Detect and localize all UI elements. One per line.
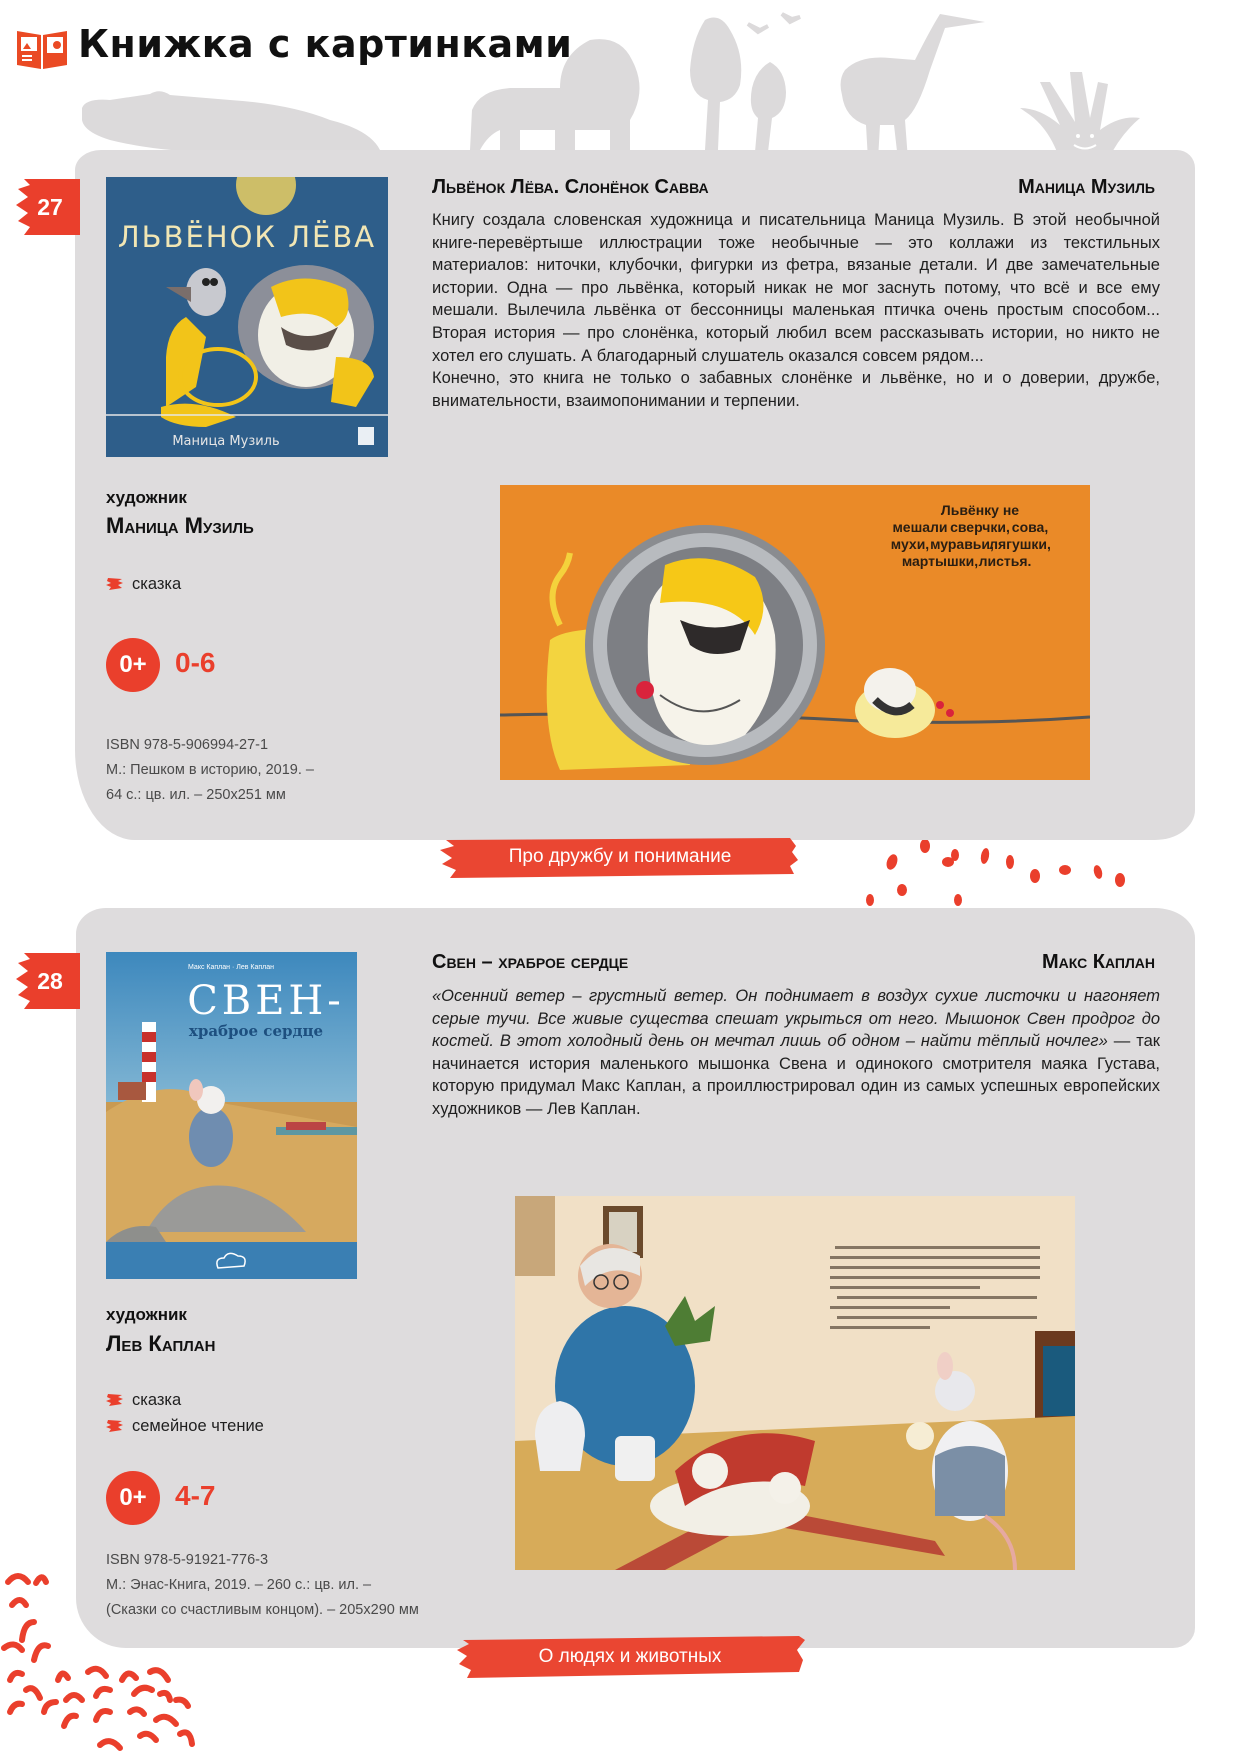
cover-author: Маница Музиль <box>172 434 280 449</box>
theme-label: О людях и животных <box>538 1646 722 1667</box>
bibliographic-info <box>106 1548 419 1623</box>
spread-text: лягушки, <box>989 536 1051 552</box>
publisher-info: М.: Энас-Книга, 2019. – 260 с.: цв. ил. – <box>106 1577 372 1593</box>
theme-ribbon[interactable] <box>455 1636 805 1678</box>
description-paragraph: Конечно, это книга не только о забавных слонёнке и львёнке, но и о доверии, дружбе, внимательности, взаимопонимании и терпении. <box>432 369 1160 410</box>
description-text: — так начинается история маленького мышонка Свена и одинокого смотрителя маяка Густава, которую придумал Макс Каплан, а проиллюстрировал один из самых успешных европейских художников — Лев Каплан. <box>432 1032 1161 1118</box>
spread-text: Львёнку не <box>940 502 1020 518</box>
book-author: Макс Каплан <box>1041 951 1155 973</box>
page-title: Книжка с картинками <box>78 22 573 66</box>
book-author: Маница Музиль <box>1018 176 1155 198</box>
genre-tag[interactable] <box>106 1387 264 1413</box>
book-title: Львёнок Лёва. Слонёнок Савва <box>432 176 709 198</box>
spread-text: листья. <box>978 553 1032 569</box>
artist-label: художник <box>106 1305 187 1324</box>
book-specs: 64 с.: цв. ил. – 250x251 мм <box>106 787 286 803</box>
theme-ribbon[interactable] <box>440 836 800 878</box>
spread-text: муравьи, <box>930 536 994 552</box>
picture-book-icon <box>15 27 69 71</box>
description-quote: «Осенний ветер – грустный ветер. Он поднимает в воздух сухие листочки и нагоняет серые тучи. Все живые существа спешат укрыться от него. Мышонок Свен продрог до костей. В этот холодный день он мечтал лишь об одном – найти тёплый ночлег» <box>432 987 1160 1051</box>
book-description <box>432 209 1160 412</box>
description-paragraph: Книгу создала словенская художница и писательница Маница Музиль. В этой необычной книге-перевёртыше иллюстрации тоже необычные — это коллажи из текстильных материалов: ниточки, клубочки, фигурки из фетра, вязаные детали. И две замечательные истории. Одна — про львёнка, который никак не мог заснуть потому, что всё и все ему мешали. Вылечила львёнка от бессонницы маленькая птичка очень простым способом... Вторая история — про слонёнка, который любил всем рассказывать истории, но никто не хотел его слушать. А благодарный слушатель оказался совсем рядом... <box>432 211 1160 365</box>
artist-label: художник <box>106 488 187 507</box>
genre-tag[interactable] <box>106 1413 264 1439</box>
cover-title: СВЕН- <box>187 978 345 1024</box>
tree-silhouette <box>690 18 741 150</box>
tree-silhouette <box>751 62 786 152</box>
book-spread-illustration[interactable] <box>515 1196 1075 1570</box>
book-number: 28 <box>37 967 63 994</box>
brush-mark-icon <box>106 1393 124 1407</box>
artist-name: Лев Каплан <box>106 1331 216 1356</box>
heron-silhouette <box>841 14 985 160</box>
spread-text: мартышки, <box>901 553 979 569</box>
bibliographic-info <box>106 733 314 808</box>
spread-text: мешали <box>892 519 948 535</box>
book-cover[interactable] <box>106 952 357 1279</box>
book-description <box>432 985 1160 1121</box>
genre-tag-label: сказка <box>132 574 182 593</box>
bird-silhouette <box>748 14 800 32</box>
cover-subtitle: храброе сердце <box>188 1022 324 1040</box>
brush-mark-icon <box>106 1419 124 1433</box>
book-number-badge <box>14 953 80 1009</box>
age-rating-badge: 0+ <box>106 1471 160 1525</box>
age-rating-badge: 0+ <box>106 638 160 692</box>
genre-tags <box>106 571 181 597</box>
book-title: Свен – храброе сердце <box>432 951 629 973</box>
book-spread-illustration[interactable] <box>500 485 1090 780</box>
genre-tag-label: сказка <box>132 1390 182 1409</box>
cover-title: ЛЬВЁНОК ЛЁВА <box>117 220 377 254</box>
spread-text: сова, <box>1011 519 1049 535</box>
isbn: ISBN 978-5-906994-27-1 <box>106 737 269 753</box>
artist-name: Маница Музиль <box>106 513 254 538</box>
genre-tags <box>106 1387 264 1439</box>
book-cover[interactable] <box>106 177 388 457</box>
cover-authors: Макс Каплан · Лев Каплан <box>188 964 274 971</box>
theme-label: Про дружбу и понимание <box>508 846 732 867</box>
book-specs: (Сказки со счастливым концом). – 205x290 мм <box>106 1602 419 1618</box>
age-range: 0-6 <box>175 647 216 678</box>
brush-mark-icon <box>106 577 124 591</box>
publisher-info: М.: Пешком в историю, 2019. – <box>106 762 314 778</box>
isbn: ISBN 978-5-91921-776-3 <box>106 1552 269 1568</box>
genre-tag[interactable] <box>106 571 181 597</box>
book-number-badge <box>14 179 80 235</box>
spread-text: мухи, <box>890 536 930 552</box>
age-range: 4-7 <box>175 1480 216 1511</box>
genre-tag-label: семейное чтение <box>132 1416 264 1435</box>
spread-text: сверчки, <box>950 519 1010 535</box>
book-number: 27 <box>37 193 63 220</box>
